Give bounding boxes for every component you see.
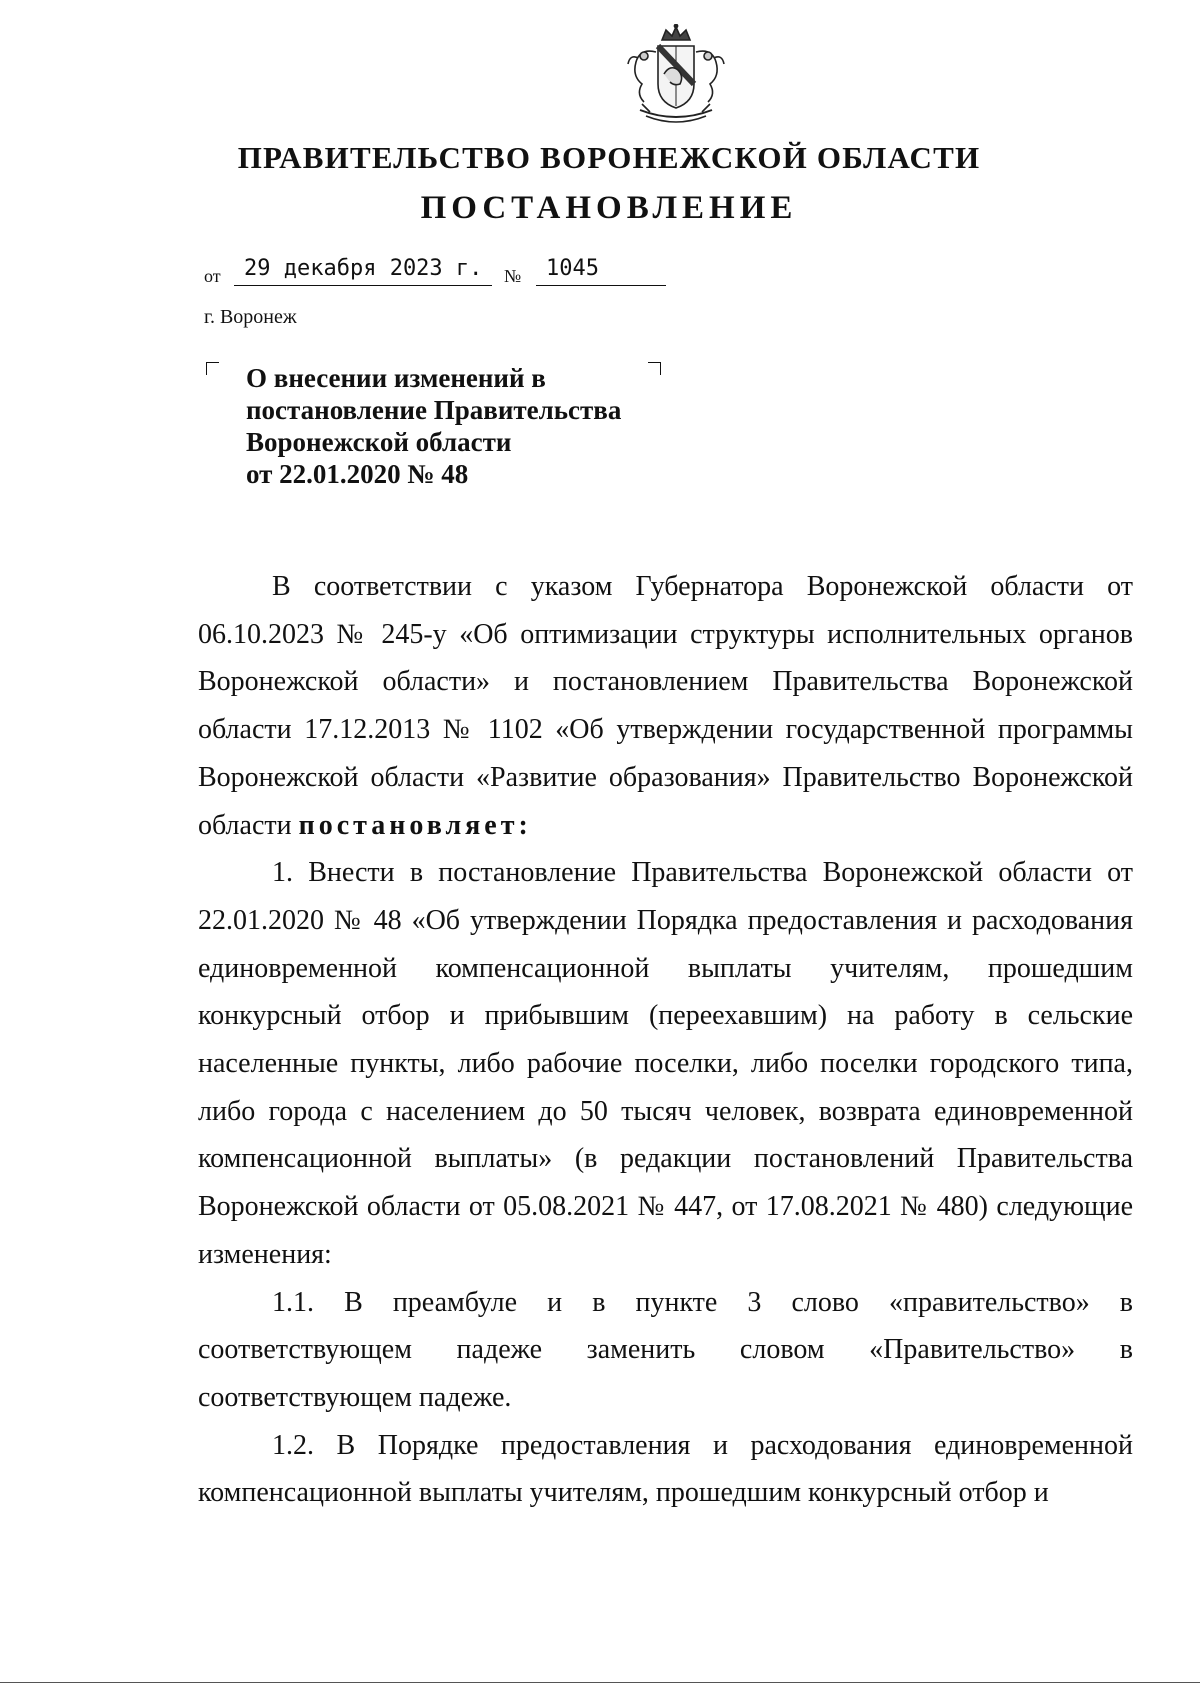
document-body: [198, 563, 1133, 1517]
subject-line: от 22.01.2020 № 48: [246, 459, 469, 489]
preamble-paragraph: [198, 563, 1133, 849]
date-number-line: [204, 244, 674, 290]
subject-line: постановление Правительства: [246, 395, 622, 425]
date-from-label: от: [204, 266, 221, 286]
resolves-word: постановляет:: [298, 809, 532, 841]
number-label: №: [504, 266, 522, 286]
subject-line: Воронежской области: [246, 427, 512, 457]
document-number: 1045: [546, 256, 599, 281]
coat-of-arms-icon: [622, 24, 730, 126]
page-bottom-rule: [0, 1682, 1200, 1683]
organization-title: ПРАВИТЕЛЬСТВО ВОРОНЕЖСКОЙ ОБЛАСТИ: [237, 140, 981, 175]
date-value: 29 декабря 2023 г.: [244, 256, 483, 281]
subject-corner-left: [206, 362, 219, 375]
date-field: [234, 245, 492, 286]
item-1-paragraph: 1. Внести в постановление Правительства Воронежской области от 22.01.2020 № 48 «Об утверждении Порядка предоставления и расходования единовременной компенсационной выплаты учителям, прошедшим конкурсный отбор и прибывшим (переехавшим) на работу в сельские населенные пункты, либо рабочие поселки, либо поселки городского типа, либо города с населением до 50 тысяч человек, возврата единовременной компенсационной выплаты» (в редакции постановлений Правительства Воронежской области от 05.08.2021 № 447, от 17.08.2021 № 480) следующие изменения:: [198, 857, 1133, 1270]
number-field: [536, 245, 666, 286]
subject-line: О внесении изменений в: [246, 363, 546, 393]
document-type-title: ПОСТАНОВЛЕНИЕ: [420, 190, 798, 226]
document-subject: [246, 362, 676, 490]
city-label: г. Воронеж: [204, 306, 297, 328]
item-1-1-paragraph: 1.1. В преамбуле и в пункте 3 слово «правительство» в соответствующем падеже заменить словом «Правительство» в соответствующем падеже.: [198, 1286, 1133, 1413]
item-1-2-paragraph: 1.2. В Порядке предоставления и расходования единовременной компенсационной выплаты учителям, прошедшим конкурсный отбор и: [198, 1429, 1133, 1509]
preamble-text: В соответствии с указом Губернатора Воронежской области от 06.10.2023 № 245-у «Об оптимизации структуры исполнительных органов Воронежской области» и постановлением Правительства Воронежской области 17.12.2013 № 1102 «Об утверждении государственной программы Воронежской области «Развитие образования» Правительство Воронежской области: [198, 571, 1133, 841]
